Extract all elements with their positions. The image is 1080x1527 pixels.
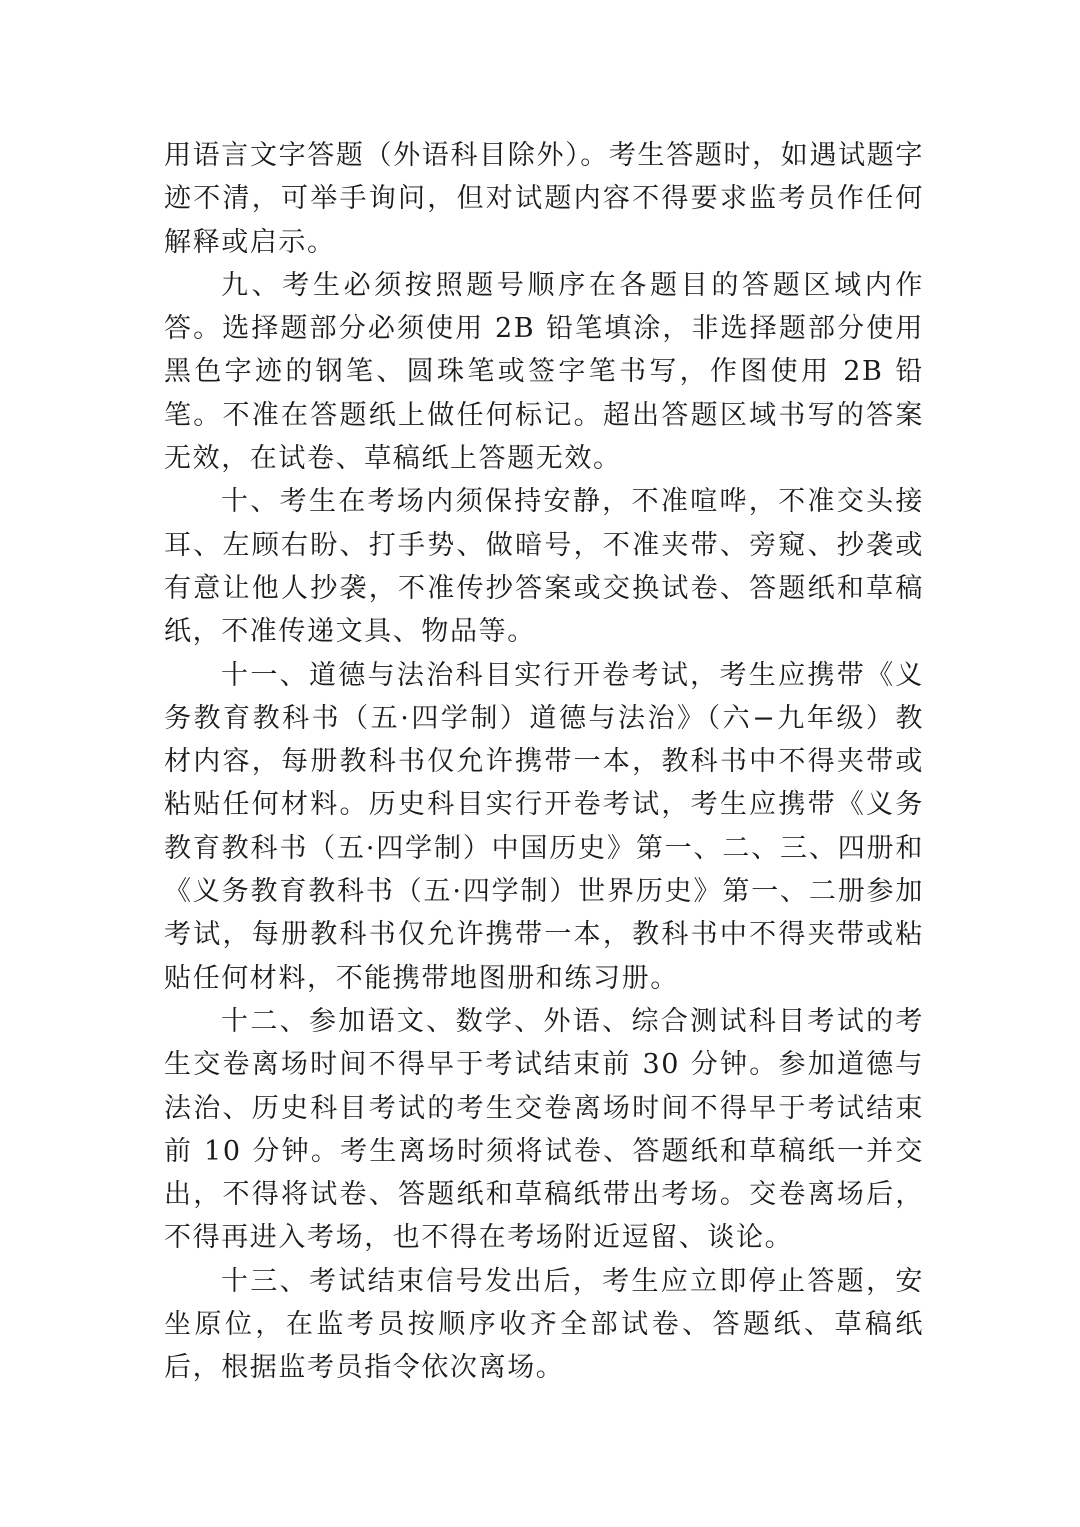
paragraph-item-9: 九、考生必须按照题号顺序在各题目的答题区域内作答。选择题部分必须使用 2B 铅笔填涂，非选择题部分使用黑色字迹的钢笔、圆珠笔或签字笔书写，作图使用 2B 铅笔。不准在答题纸上做任何标记。超出答题区域书写的答案无效，在试卷、草稿纸上答题无效。 [164,269,924,475]
paragraph-item-11: 十一、道德与法治科目实行开卷考试，考生应携带《义务教育教科书（五·四学制）道德与法治》（六−九年级）教材内容，每册教科书仅允许携带一本，教科书中不得夹带或粘贴任何材料。历史科目实行开卷考试，考生应携带《义务教育教科书（五·四学制）中国历史》第一、二、三、四册和《义务教育教科书（五·四学制）世界历史》第一、二册参加考试，每册教科书仅允许携带一本，教科书中不得夹带或粘贴任何材料，不能携带地图册和练习册。 [164,659,924,994]
paragraph-continuation: 用语言文字答题（外语科目除外）。考生答题时，如遇试题字迹不清，可举手询问，但对试题内容不得要求监考员作任何解释或启示。 [164,140,924,258]
document-body [164,134,924,1390]
paragraph-item-10: 十、考生在考场内须保持安静，不准喧哗，不准交头接耳、左顾右盼、打手势、做暗号，不准夹带、旁窥、抄袭或有意让他人抄袭，不准传抄答案或交换试卷、答题纸和草稿纸，不准传递文具、物品等。 [164,486,924,648]
paragraph-item-13: 十三、考试结束信号发出后，考生应立即停止答题，安坐原位，在监考员按顺序收齐全部试卷、答题纸、草稿纸后，根据监考员指令依次离场。 [164,1265,924,1384]
paragraph-item-12: 十二、参加语文、数学、外语、综合测试科目考试的考生交卷离场时间不得早于考试结束前 30 分钟。参加道德与法治、历史科目考试的考生交卷离场时间不得早于考试结束前 10 分钟。考生离场时须将试卷、答题纸和草稿纸一并交出，不得将试卷、答题纸和草稿纸带出考场。交卷离场后，不得再进入考场，也不得在考场附近逗留、谈论。 [164,1005,924,1254]
